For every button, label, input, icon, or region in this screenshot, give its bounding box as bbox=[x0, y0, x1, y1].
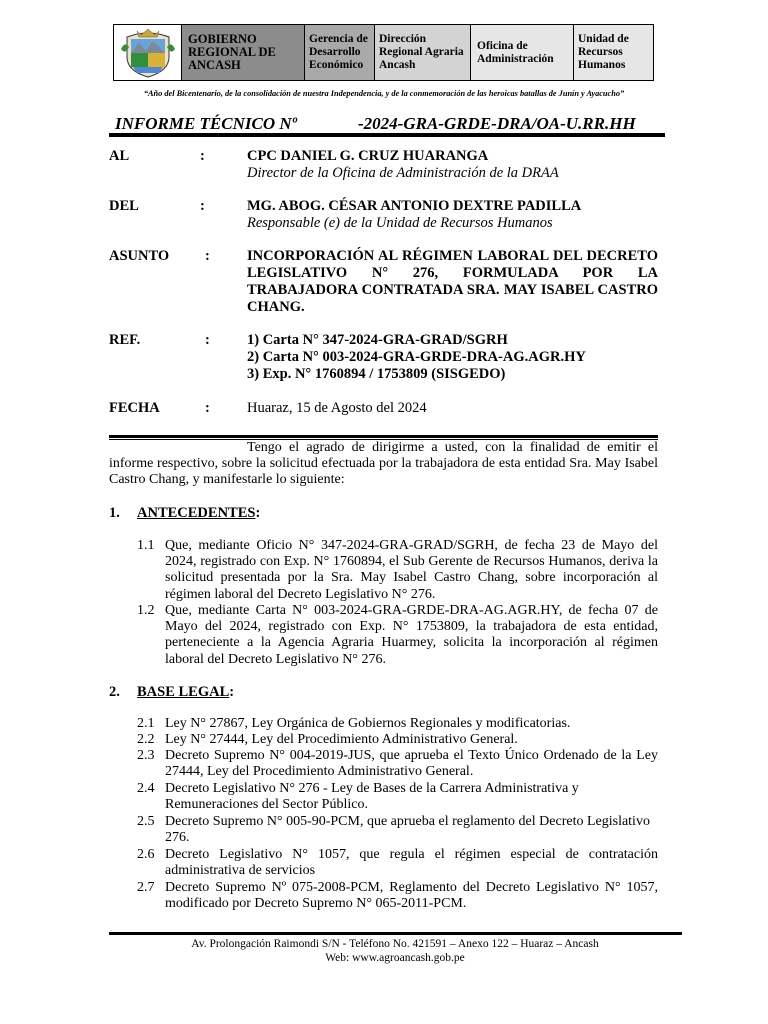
header-separator bbox=[109, 435, 658, 438]
section-number: 2. bbox=[109, 684, 120, 700]
reference-line: 1) Carta N° 347-2024-GRA-GRAD/SGRH bbox=[247, 332, 508, 348]
item-text: Ley N° 27444, Ley del Procedimiento Administrativo General. bbox=[165, 732, 518, 747]
field-value-ref bbox=[247, 332, 658, 383]
footer-web: Web: www.agroancash.gob.pe bbox=[325, 952, 465, 964]
section-number: 1. bbox=[109, 505, 120, 521]
list-item bbox=[137, 716, 658, 732]
field-label-del: DEL bbox=[109, 198, 139, 214]
item-number: 1.2 bbox=[137, 603, 155, 618]
field-value-al bbox=[247, 148, 658, 182]
item-number: 2.7 bbox=[137, 880, 155, 895]
item-number: 2.3 bbox=[137, 748, 155, 763]
regional-coat-of-arms-logo bbox=[114, 25, 182, 80]
field-label-fecha: FECHA bbox=[109, 400, 160, 416]
header-direccion-cell: Dirección Regional Agraria Ancash bbox=[375, 25, 471, 80]
title-underline bbox=[109, 133, 665, 137]
year-motto: “Año del Bicentenario, de la consolidación de nuestra Independencia, y de la conmemoración de las heroicas batallas de Junín y Ayacucho” bbox=[143, 89, 625, 98]
report-title: INFORME TÉCNICO Nº bbox=[115, 114, 297, 133]
item-text: Ley N° 27867, Ley Orgánica de Gobiernos Regionales y modificatorias. bbox=[165, 716, 571, 731]
report-code: -2024-GRA-GRDE-DRA/OA-U.RR.HH bbox=[358, 114, 636, 133]
header-government-cell: GOBIERNO REGIONAL DE ANCASH bbox=[182, 25, 305, 80]
field-value-fecha: Huaraz, 15 de Agosto del 2024 bbox=[247, 400, 427, 416]
recipient-role: Director de la Oficina de Administración de la DRAA bbox=[247, 165, 559, 181]
recipient-name: CPC DANIEL G. CRUZ HUARANGA bbox=[247, 148, 489, 164]
header-oficina-cell: Oficina de Administración bbox=[471, 25, 574, 80]
item-text: Que, mediante Oficio N° 347-2024-GRA-GRAD/SGRH, de fecha 23 de Mayo del 2024, registrado con Exp. N° 1760894, el Sub Gerente de Recursos Humanos, deriva la solicitud presentada por la Sra. May Isabel Castro Chang, sobre incorporación al régimen laboral del Decreto Legislativo N° 276. bbox=[165, 538, 658, 602]
field-value-del bbox=[247, 198, 658, 232]
list-item bbox=[137, 603, 658, 668]
sender-name: MG. ABOG. CÉSAR ANTONIO DEXTRE PADILLA bbox=[247, 198, 582, 214]
field-label-ref: REF. bbox=[109, 332, 141, 348]
item-number: 2.4 bbox=[137, 781, 155, 796]
field-label-al: AL bbox=[109, 148, 130, 164]
section-title: ANTECEDENTES bbox=[137, 505, 256, 521]
list-item bbox=[137, 781, 658, 813]
item-number: 1.1 bbox=[137, 538, 155, 553]
list-item bbox=[137, 814, 658, 846]
intro-paragraph: Tengo el agrado de dirigirme a usted, con la finalidad de emitir el informe respectivo, sobre la solicitud efectuada por la trabajadora de esta entidad Sra. May Isabel Castro Chang, y manifestarle lo siguiente: bbox=[109, 440, 658, 488]
footer-rule bbox=[109, 932, 682, 935]
colon: : bbox=[205, 332, 210, 348]
colon: : bbox=[205, 248, 210, 264]
sender-role: Responsable (e) de la Unidad de Recursos Humanos bbox=[247, 215, 553, 231]
field-label-asunto: ASUNTO bbox=[109, 248, 170, 264]
header-unidad-cell: Unidad de Recursos Humanos bbox=[574, 25, 653, 80]
list-item bbox=[137, 880, 658, 912]
item-number: 2.2 bbox=[137, 732, 155, 747]
list-item bbox=[137, 748, 658, 780]
section-heading-base-legal: 2. BASE LEGAL: bbox=[109, 684, 235, 700]
colon: : bbox=[205, 400, 210, 416]
item-number: 2.5 bbox=[137, 814, 155, 829]
item-text: Decreto Legislativo N° 1057, que regula el régimen especial de contratación administrativa de servicios bbox=[165, 847, 658, 879]
item-text: Decreto Legislativo N° 276 - Ley de Bases de la Carrera Administrativa y Remuneraciones del Sector Público. bbox=[165, 781, 579, 813]
letterhead-table bbox=[113, 24, 654, 81]
list-item bbox=[137, 538, 658, 603]
section-title: BASE LEGAL bbox=[137, 684, 230, 700]
reference-line: 2) Carta N° 003-2024-GRA-GRDE-DRA-AG.AGR.HY bbox=[247, 349, 586, 365]
footer-address: Av. Prolongación Raimondi S/N - Teléfono No. 421591 – Anexo 122 – Huaraz – Ancash bbox=[191, 938, 599, 950]
header-gerencia-cell: Gerencia de Desarrollo Económico bbox=[305, 25, 375, 80]
colon: : bbox=[200, 148, 205, 164]
item-number: 2.6 bbox=[137, 847, 155, 862]
list-item bbox=[137, 732, 658, 748]
item-text: Decreto Supremo N° 004-2019-JUS, que aprueba el Texto Único Ordenado de la Ley 27444, Ley del Procedimiento Administrativo General. bbox=[165, 748, 658, 780]
list-item bbox=[137, 847, 658, 879]
reference-line: 3) Exp. N° 1760894 / 1753809 (SISGEDO) bbox=[247, 366, 506, 382]
item-text: Que, mediante Carta N° 003-2024-GRA-GRDE-DRA-AG.AGR.HY, de fecha 07 de Mayo del 2024, registrado con Exp. N° 1753809, la trabajadora de esta entidad, perteneciente a la Agencia Agraria Huarmey, solicita la incorporación al régimen laboral del Decreto Legislativo N° 276. bbox=[165, 603, 658, 667]
coat-of-arms-icon bbox=[119, 27, 177, 79]
item-number: 2.1 bbox=[137, 716, 155, 731]
item-text: Decreto Supremo N° 005-90-PCM, que aprueba el reglamento del Decreto Legislativo 276. bbox=[165, 814, 650, 846]
colon: : bbox=[200, 198, 205, 214]
section-heading-antecedentes: 1. ANTECEDENTES: bbox=[109, 505, 261, 521]
field-value-asunto: INCORPORACIÓN AL RÉGIMEN LABORAL DEL DECRETO LEGISLATIVO N° 276, FORMULADA POR LA TRABAJADORA CONTRATADA SRA. MAY ISABEL CASTRO CHANG. bbox=[247, 248, 658, 315]
item-text: Decreto Supremo Nº 075-2008-PCM, Reglamento del Decreto Legislativo N° 1057, modificado por Decreto Supremo N° 065-2011-PCM. bbox=[165, 880, 658, 912]
